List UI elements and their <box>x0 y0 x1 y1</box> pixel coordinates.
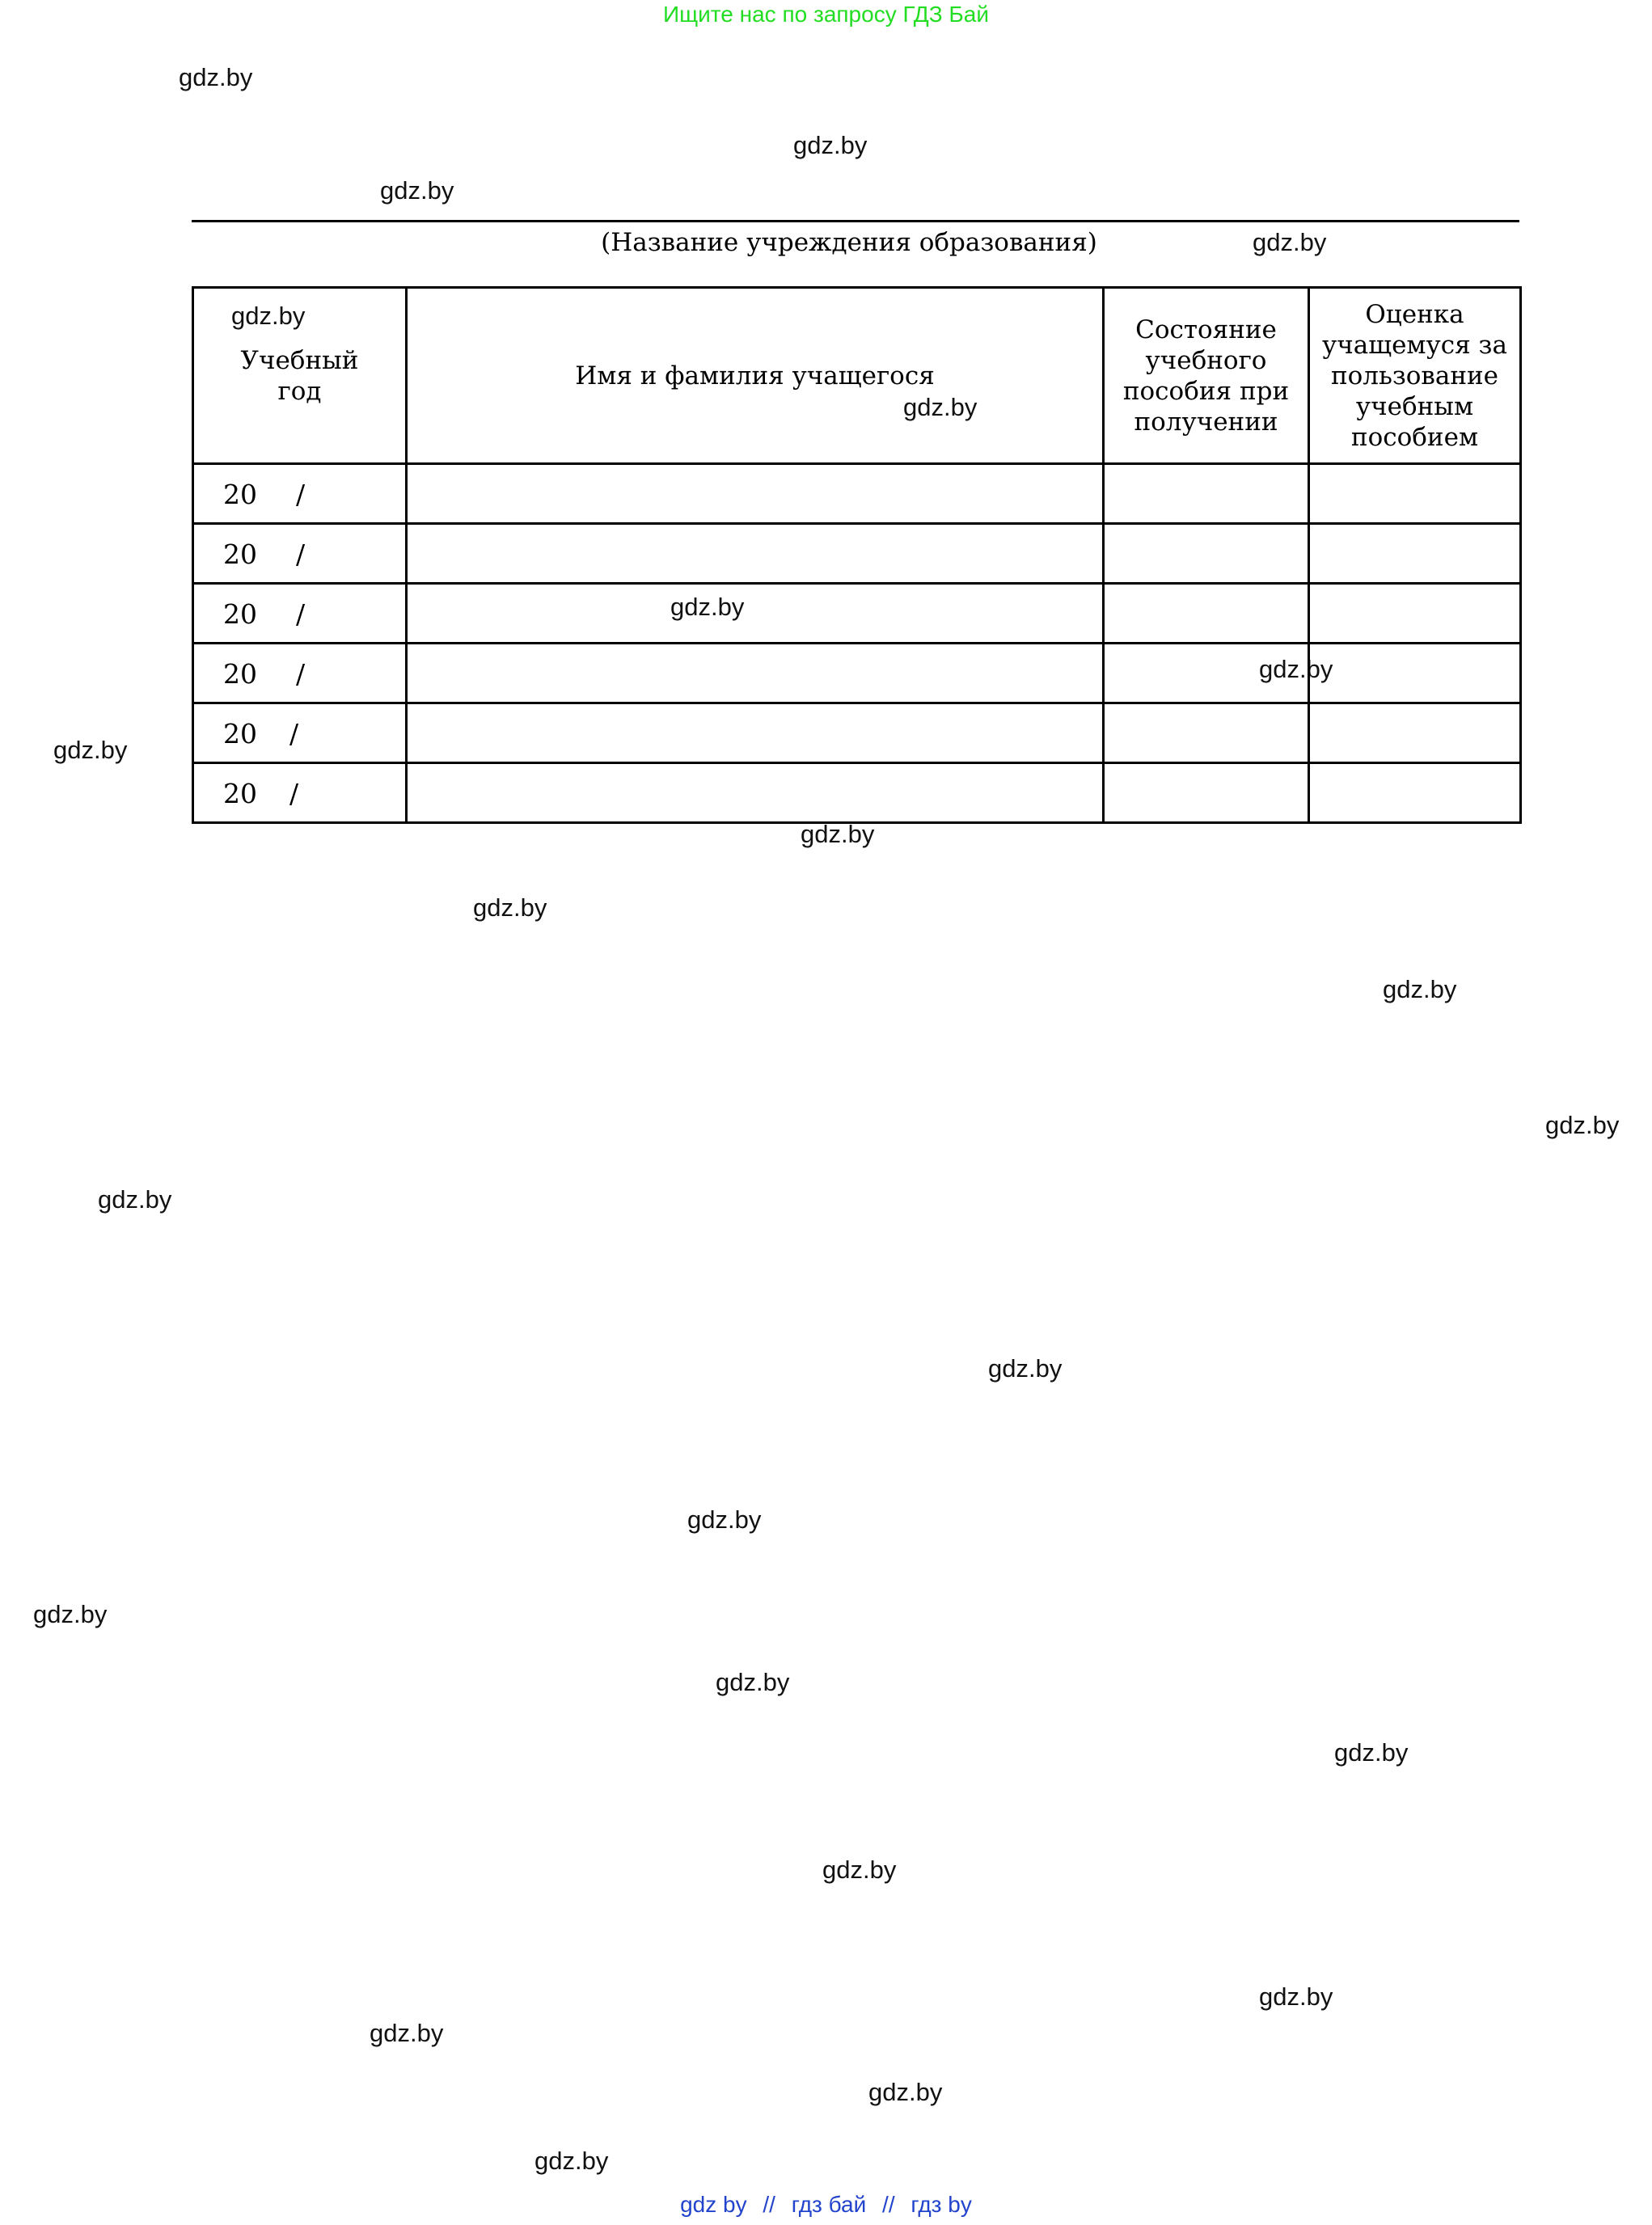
watermark: gdz.by <box>988 1354 1063 1383</box>
watermark: gdz.by <box>473 893 547 922</box>
watermark: gdz.by <box>534 2147 609 2175</box>
year-prefix: 20 <box>223 538 257 570</box>
student-cell[interactable] <box>407 644 1104 703</box>
grade-cell[interactable] <box>1309 703 1521 763</box>
year-cell[interactable] <box>193 703 407 763</box>
footer-link[interactable]: гдз by <box>911 2192 972 2217</box>
grade-cell[interactable] <box>1309 524 1521 584</box>
watermark: gdz.by <box>1259 655 1333 683</box>
table-row <box>193 644 1521 703</box>
table-row <box>193 763 1521 823</box>
footer-links <box>0 2192 1652 2218</box>
watermark: gdz.by <box>231 302 306 330</box>
year-cell[interactable] <box>193 524 407 584</box>
watermark: gdz.by <box>822 1856 897 1884</box>
year-cell[interactable] <box>193 763 407 823</box>
grade-cell[interactable] <box>1309 644 1521 703</box>
header-student: Имя и фамилия учащегося <box>407 288 1104 464</box>
watermark: gdz.by <box>868 2078 943 2106</box>
student-cell[interactable] <box>407 464 1104 524</box>
year-slash: / <box>289 778 299 809</box>
header-year: Учебный год <box>193 288 407 464</box>
top-banner: Ищите нас по запросу ГДЗ Бай <box>662 2 990 27</box>
watermark: gdz.by <box>1545 1111 1620 1139</box>
table-row <box>193 703 1521 763</box>
watermark: gdz.by <box>687 1505 762 1534</box>
watermark: gdz.by <box>793 131 868 159</box>
condition-cell[interactable] <box>1104 763 1309 823</box>
watermark: gdz.by <box>716 1668 790 1696</box>
table-row <box>193 464 1521 524</box>
year-prefix: 20 <box>223 778 257 809</box>
watermark: gdz.by <box>370 2019 444 2047</box>
header-grade: Оценка учащемуся за пользование учебным пособием <box>1309 288 1521 464</box>
table-row <box>193 524 1521 584</box>
footer-separator: // <box>882 2192 895 2217</box>
institution-caption: (Название учреждения образования) <box>601 228 1097 257</box>
institution-name-line <box>192 220 1519 222</box>
condition-cell[interactable] <box>1104 524 1309 584</box>
grade-cell[interactable] <box>1309 464 1521 524</box>
student-cell[interactable] <box>407 524 1104 584</box>
watermark: gdz.by <box>1253 228 1327 256</box>
year-slash: / <box>296 479 306 510</box>
watermark: gdz.by <box>1259 1982 1333 2011</box>
watermark: gdz.by <box>380 176 454 205</box>
watermark: gdz.by <box>670 593 745 621</box>
watermark: gdz.by <box>53 736 128 764</box>
condition-cell[interactable] <box>1104 464 1309 524</box>
watermark: gdz.by <box>1383 975 1457 1003</box>
year-cell[interactable] <box>193 464 407 524</box>
grade-cell[interactable] <box>1309 763 1521 823</box>
watermark: gdz.by <box>903 393 978 421</box>
header-condition: Состояние учебного пособия при получении <box>1104 288 1309 464</box>
footer-link[interactable]: гдз бай <box>791 2192 867 2217</box>
year-slash: / <box>289 718 299 749</box>
condition-cell[interactable] <box>1104 584 1309 644</box>
year-prefix: 20 <box>223 718 257 749</box>
table-row <box>193 584 1521 644</box>
year-prefix: 20 <box>223 598 257 630</box>
student-cell[interactable] <box>407 763 1104 823</box>
footer-separator: // <box>763 2192 775 2217</box>
student-cell[interactable] <box>407 584 1104 644</box>
watermark: gdz.by <box>33 1600 108 1628</box>
textbook-usage-table <box>192 286 1522 824</box>
year-prefix: 20 <box>223 658 257 690</box>
footer-link[interactable]: gdz by <box>680 2192 747 2217</box>
watermark: gdz.by <box>1334 1738 1409 1767</box>
year-slash: / <box>296 538 306 570</box>
grade-cell[interactable] <box>1309 584 1521 644</box>
condition-cell[interactable] <box>1104 703 1309 763</box>
year-slash: / <box>296 598 306 630</box>
watermark: gdz.by <box>801 820 875 848</box>
year-slash: / <box>296 658 306 690</box>
student-cell[interactable] <box>407 703 1104 763</box>
watermark: gdz.by <box>98 1185 172 1214</box>
watermark: gdz.by <box>179 63 253 91</box>
year-prefix: 20 <box>223 479 257 510</box>
year-cell[interactable] <box>193 644 407 703</box>
table-header-row <box>193 288 1521 464</box>
year-cell[interactable] <box>193 584 407 644</box>
condition-cell[interactable] <box>1104 644 1309 703</box>
